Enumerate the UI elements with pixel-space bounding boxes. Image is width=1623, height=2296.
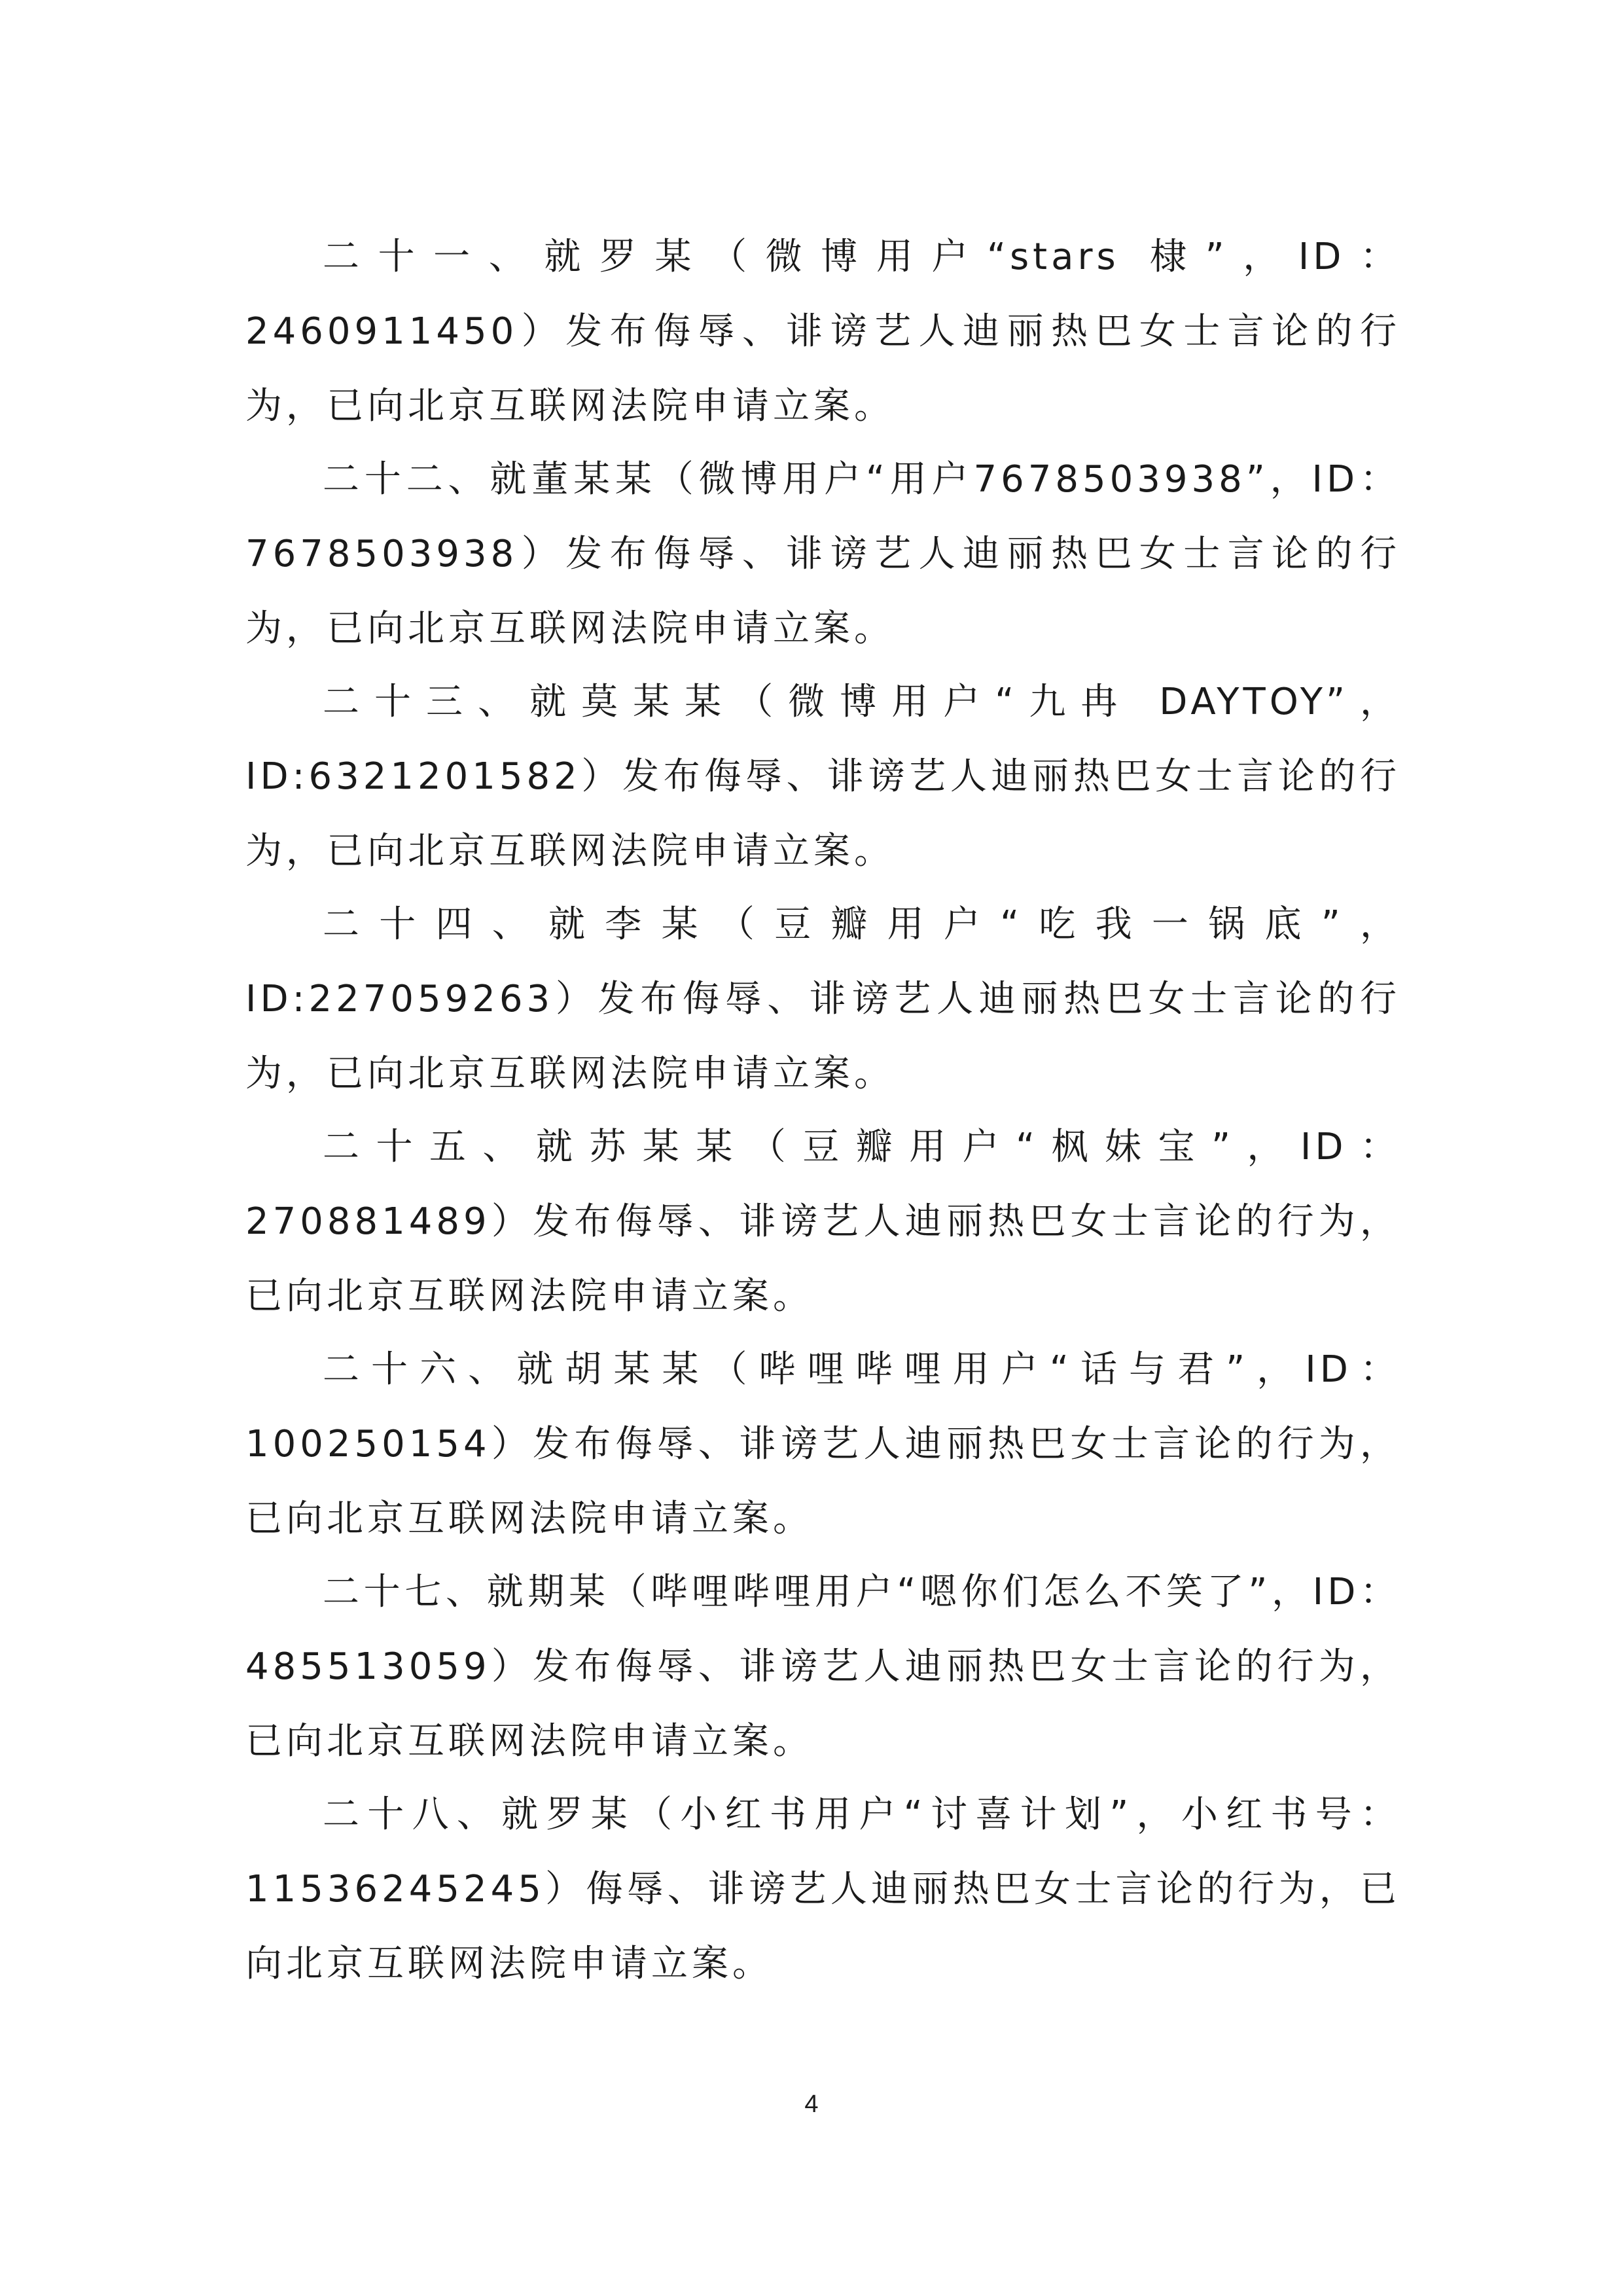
paragraph-25: 二十五、就苏某某（豆瓣用户“枫妹宝”，ID：270881489）发布侮辱、诽谤艺人迪丽热巴女士言论的行为，已向北京互联网法院申请立案。: [245, 1126, 1400, 1318]
paragraph-21: 二十一、就罗某（微博用户“stars 棣”，ID：2460911450）发布侮辱、诽谤艺人迪丽热巴女士言论的行为，已向北京互联网法院申请立案。: [245, 236, 1400, 427]
paragraph-27: 二十七、就期某（哔哩哔哩用户“嗯你们怎么不笑了”，ID：485513059）发布侮辱、诽谤艺人迪丽热巴女士言论的行为，已向北京互联网法院申请立案。: [245, 1571, 1400, 1763]
paragraph-23: 二十三、就莫某某（微博用户“九冉 DAYTOY”，ID:6321201582）发布侮辱、诽谤艺人迪丽热巴女士言论的行为，已向北京互联网法院申请立案。: [245, 681, 1400, 872]
paragraph-24: 二十四、就李某（豆瓣用户“吃我一锅底”，ID:227059263）发布侮辱、诽谤艺人迪丽热巴女士言论的行为，已向北京互联网法院申请立案。: [245, 903, 1400, 1095]
paragraph-26: 二十六、就胡某某（哔哩哔哩用户“话与君”，ID：100250154）发布侮辱、诽谤艺人迪丽热巴女士言论的行为，已向北京互联网法院申请立案。: [245, 1348, 1400, 1540]
page-number: 4: [804, 2090, 819, 2118]
paragraph-22: 二十二、就董某某（微博用户“用户7678503938”，ID：7678503938）发布侮辱、诽谤艺人迪丽热巴女士言论的行为，已向北京互联网法院申请立案。: [245, 458, 1400, 650]
paragraph-28: 二十八、就罗某（小红书用户“讨喜计划”，小红书号：11536245245）侮辱、诽谤艺人迪丽热巴女士言论的行为，已向北京互联网法院申请立案。: [245, 1793, 1400, 1985]
